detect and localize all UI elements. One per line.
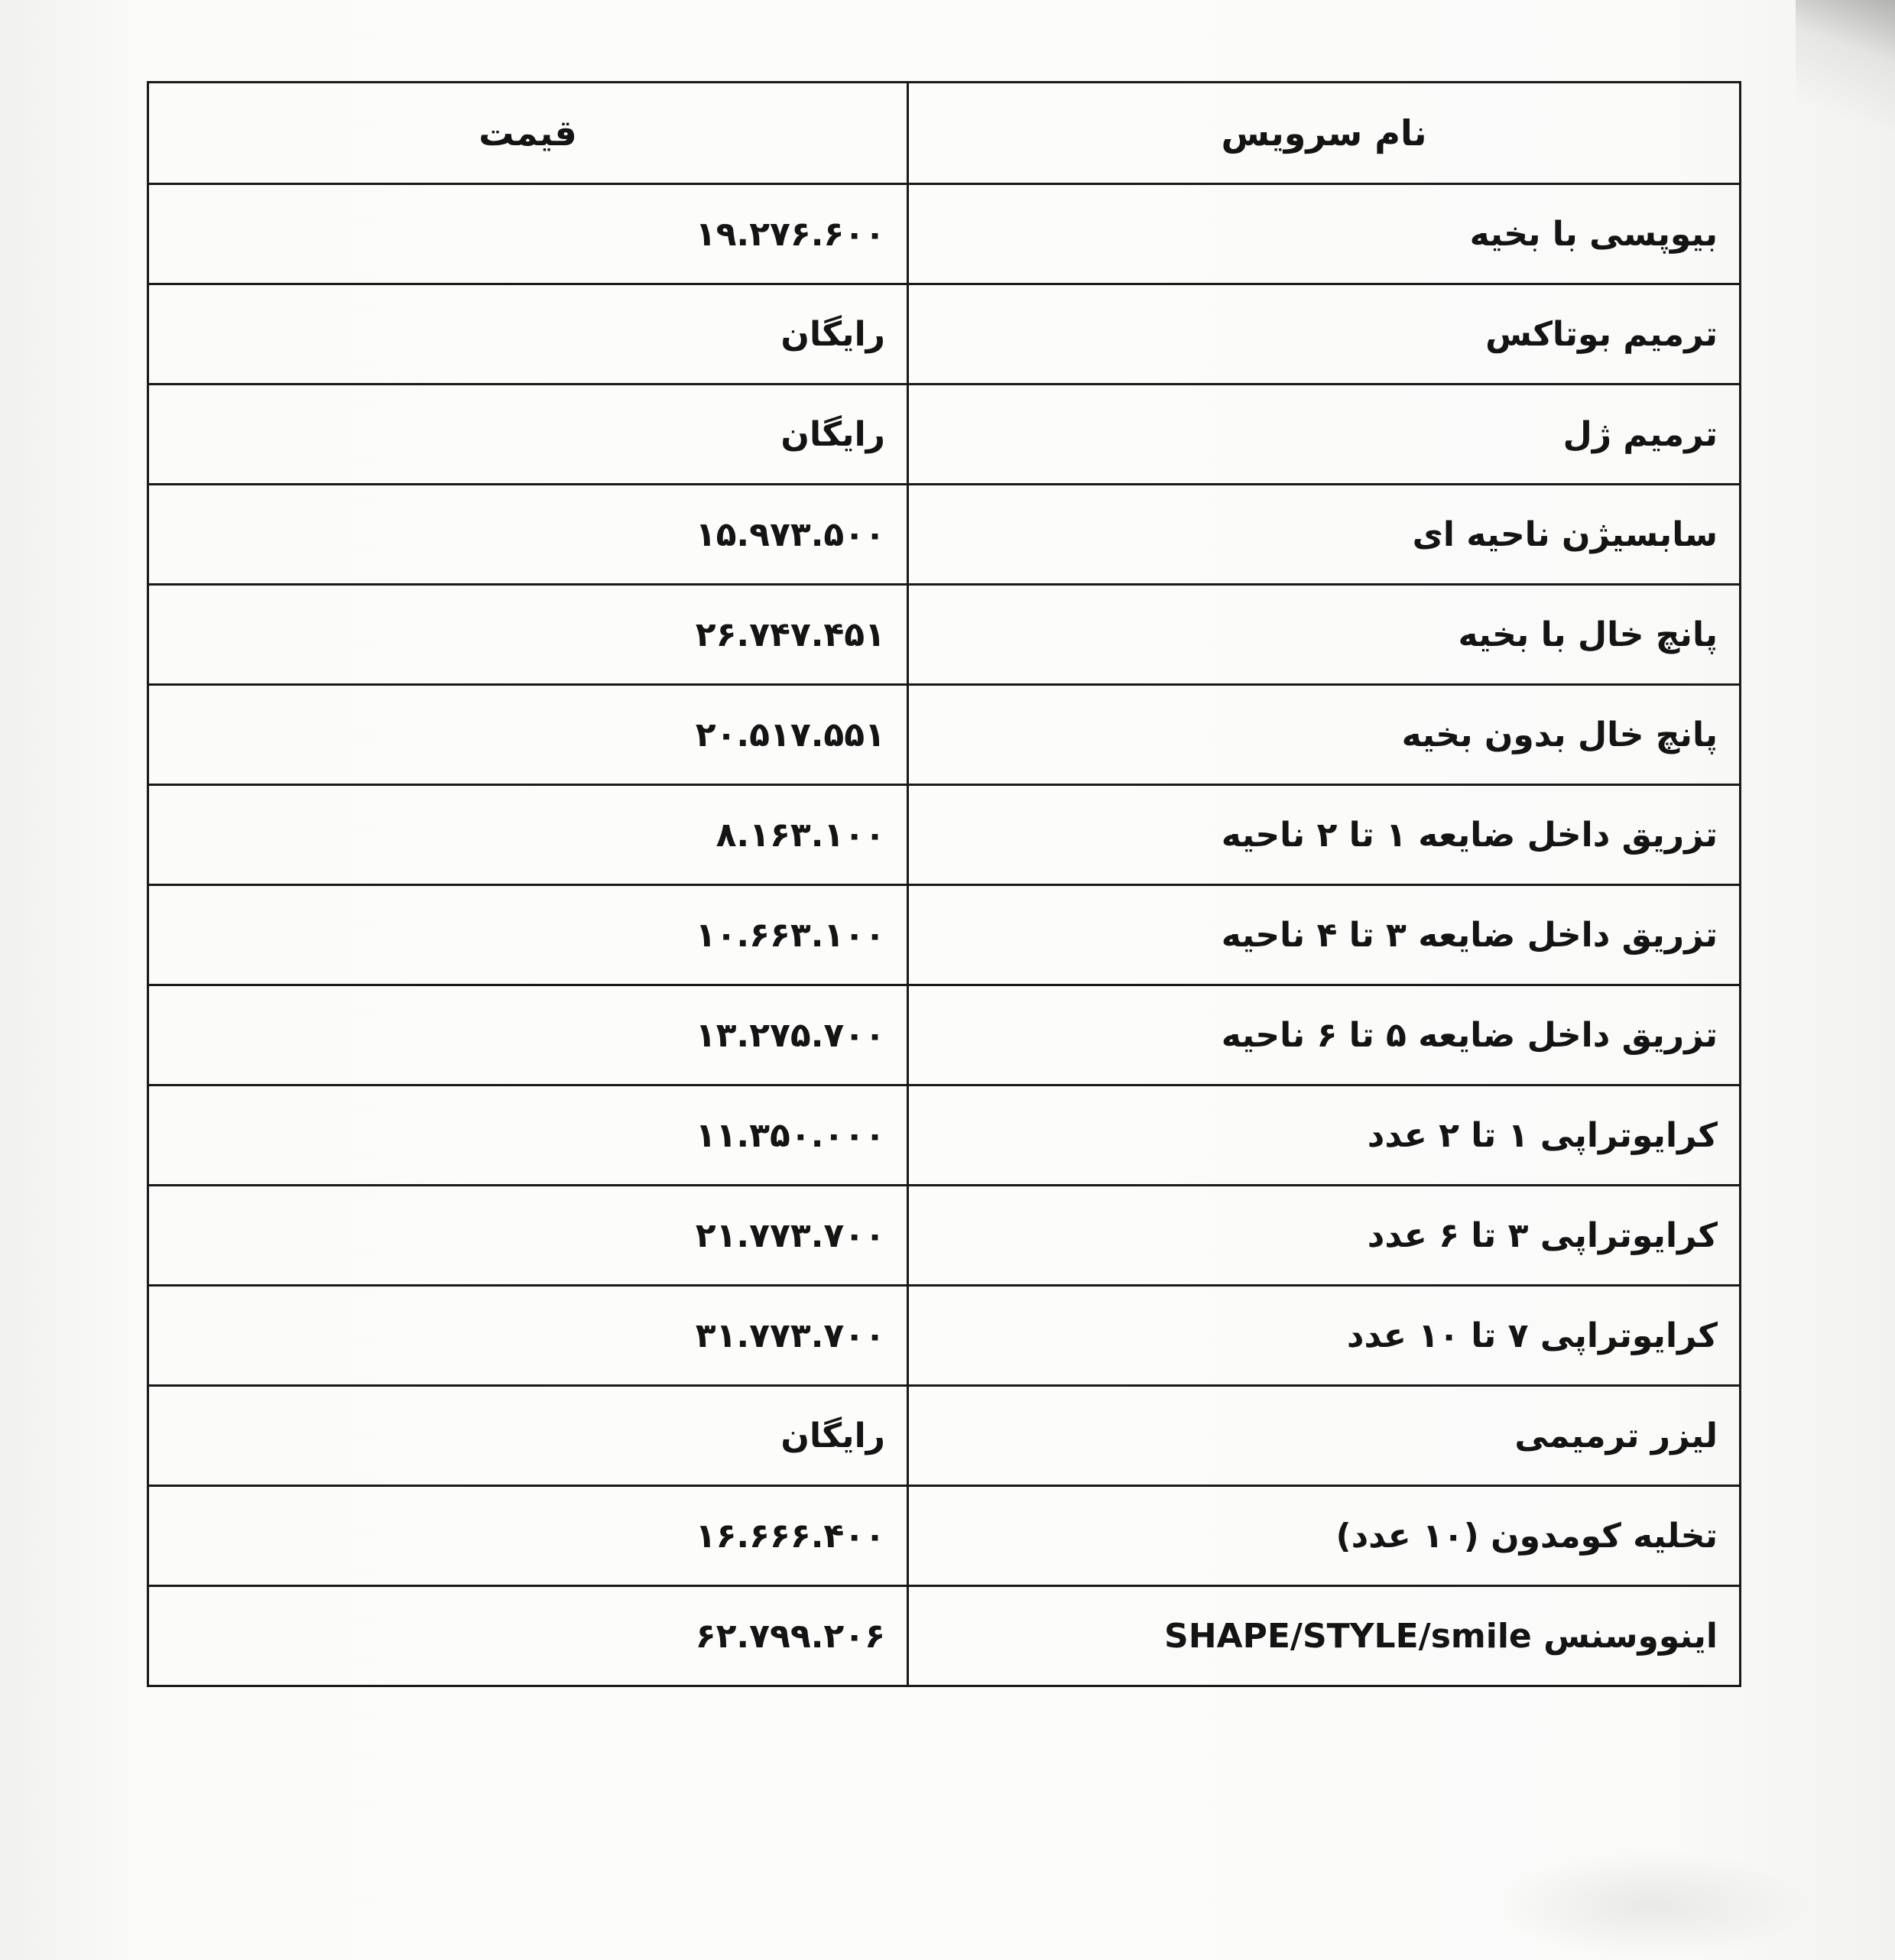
price-cell: ۲۰.۵۱۷.۵۵۱ bbox=[148, 685, 908, 785]
price-cell: ۱۱.۳۵۰.۰۰۰ bbox=[148, 1085, 908, 1186]
table-header-row bbox=[148, 83, 1741, 184]
price-cell: ۱۰.۶۶۳.۱۰۰ bbox=[148, 885, 908, 985]
header-service-name: نام سرویس bbox=[908, 83, 1741, 184]
header-price: قیمت bbox=[148, 83, 908, 184]
price-cell: ۱۵.۹۷۳.۵۰۰ bbox=[148, 485, 908, 585]
table-row bbox=[148, 385, 1741, 485]
table-row bbox=[148, 685, 1741, 785]
service-name-cell: پانچ خال بدون بخیه bbox=[908, 685, 1741, 785]
service-name-cell: تزریق داخل ضایعه ۳ تا ۴ ناحیه bbox=[908, 885, 1741, 985]
table-row bbox=[148, 585, 1741, 685]
table-row bbox=[148, 1586, 1741, 1686]
table-row bbox=[148, 985, 1741, 1085]
service-name-cell: تزریق داخل ضایعه ۱ تا ۲ ناحیه bbox=[908, 785, 1741, 885]
service-name-cell: کرایوتراپی ۳ تا ۶ عدد bbox=[908, 1186, 1741, 1286]
page-corner-shadow bbox=[1796, 0, 1895, 176]
service-name-cell: ترمیم بوتاکس bbox=[908, 284, 1741, 385]
table-row bbox=[148, 184, 1741, 284]
service-name-cell: تزریق داخل ضایعه ۵ تا ۶ ناحیه bbox=[908, 985, 1741, 1085]
service-name-cell: بیوپسی با بخیه bbox=[908, 184, 1741, 284]
page-fold-shadow bbox=[1491, 1850, 1812, 1960]
price-cell: رایگان bbox=[148, 385, 908, 485]
price-cell: رایگان bbox=[148, 1386, 908, 1486]
table-row bbox=[148, 485, 1741, 585]
price-cell: ۳۱.۷۷۳.۷۰۰ bbox=[148, 1286, 908, 1386]
table-row bbox=[148, 1286, 1741, 1386]
price-cell: ۱۶.۶۶۶.۴۰۰ bbox=[148, 1486, 908, 1586]
table-row bbox=[148, 1085, 1741, 1186]
table-row bbox=[148, 1486, 1741, 1586]
service-name-cell: سابسیژن ناحیه ای bbox=[908, 485, 1741, 585]
service-name-cell: ترمیم ژل bbox=[908, 385, 1741, 485]
price-cell: ۸.۱۶۳.۱۰۰ bbox=[148, 785, 908, 885]
price-cell: ۱۹.۲۷۶.۶۰۰ bbox=[148, 184, 908, 284]
table-row bbox=[148, 284, 1741, 385]
price-cell: رایگان bbox=[148, 284, 908, 385]
table-row bbox=[148, 1186, 1741, 1286]
service-name-cell: تخلیه کومدون (۱۰ عدد) bbox=[908, 1486, 1741, 1586]
price-cell: ۶۲.۷۹۹.۲۰۶ bbox=[148, 1586, 908, 1686]
table-row bbox=[148, 785, 1741, 885]
price-cell: ۱۳.۲۷۵.۷۰۰ bbox=[148, 985, 908, 1085]
price-table bbox=[147, 81, 1741, 1687]
table-row bbox=[148, 1386, 1741, 1486]
price-cell: ۲۱.۷۷۳.۷۰۰ bbox=[148, 1186, 908, 1286]
table-row bbox=[148, 885, 1741, 985]
price-cell: ۲۶.۷۴۷.۴۵۱ bbox=[148, 585, 908, 685]
service-name-cell: لیزر ترمیمی bbox=[908, 1386, 1741, 1486]
service-name-cell: پانچ خال با بخیه bbox=[908, 585, 1741, 685]
service-name-cell: اینووسنس SHAPE/STYLE/smile bbox=[908, 1586, 1741, 1686]
service-name-cell: کرایوتراپی ۷ تا ۱۰ عدد bbox=[908, 1286, 1741, 1386]
service-name-cell: کرایوتراپی ۱ تا ۲ عدد bbox=[908, 1085, 1741, 1186]
table-body bbox=[148, 184, 1741, 1686]
